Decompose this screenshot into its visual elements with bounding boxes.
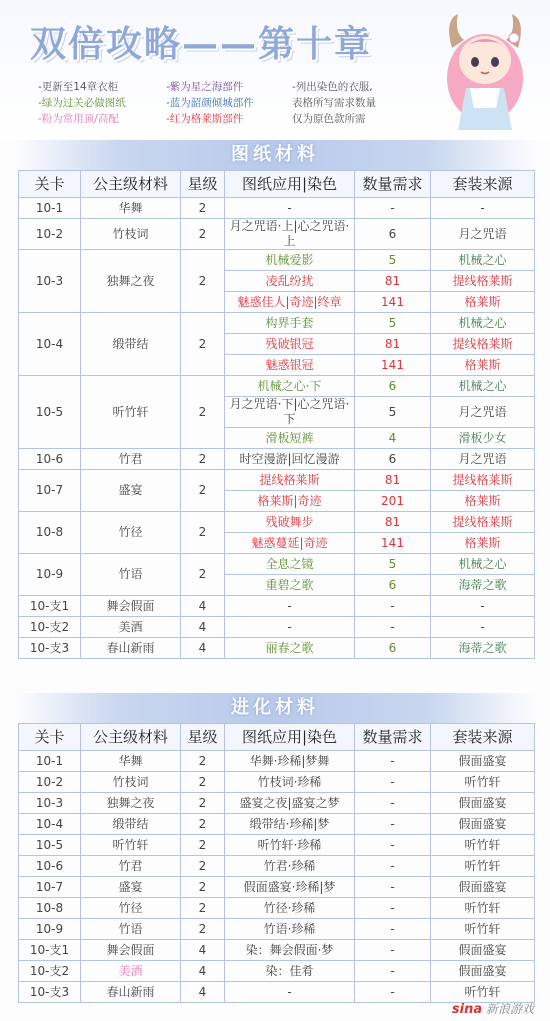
material-cell: 华舞: [81, 751, 181, 772]
level-cell: 10-2: [19, 219, 81, 250]
table-row: [19, 919, 535, 940]
level-cell: 10-3: [19, 793, 81, 814]
quantity-cell: 6: [355, 219, 431, 250]
level-cell: 10-9: [19, 554, 81, 596]
quantity-cell: 5: [355, 313, 431, 334]
source-cell: 格莱斯: [431, 355, 535, 376]
table-row: [19, 512, 535, 533]
material-cell: 华舞: [81, 198, 181, 219]
source-cell: 假面盛宴: [431, 793, 535, 814]
source-cell: -: [431, 596, 535, 617]
table-row: [19, 219, 535, 250]
source-cell: 提线格莱斯: [431, 271, 535, 292]
level-cell: 10-6: [19, 449, 81, 470]
star-cell: 2: [181, 919, 225, 940]
application-cell: 染：佳肴: [225, 961, 355, 982]
level-cell: 10-支3: [19, 982, 81, 1003]
table-row: [19, 793, 535, 814]
column-header: 公主级材料: [81, 171, 181, 198]
material-cell: 盛宴: [81, 877, 181, 898]
level-cell: 10-支1: [19, 596, 81, 617]
source-cell: 海蒂之歌: [431, 575, 535, 596]
level-cell: 10-5: [19, 376, 81, 449]
application-cell: 全息之镜: [225, 554, 355, 575]
application-cell: 华舞·珍稀|梦舞: [225, 751, 355, 772]
application-cell: 格莱斯|奇迹: [225, 491, 355, 512]
material-cell: 独舞之夜: [81, 250, 181, 313]
source-cell: -: [431, 617, 535, 638]
application-cell: 假面盛宴·珍稀|梦: [225, 877, 355, 898]
application-cell: 月之咒语·上|心之咒语·上: [225, 219, 355, 250]
quantity-cell: -: [355, 898, 431, 919]
material-cell: 独舞之夜: [81, 793, 181, 814]
application-cell: 盛宴之夜|盛宴之梦: [225, 793, 355, 814]
source-cell: 机械之心: [431, 376, 535, 397]
level-cell: 10-3: [19, 250, 81, 313]
material-cell: 竹枝词: [81, 772, 181, 793]
quantity-cell: -: [355, 772, 431, 793]
application-cell: 凌乱纷扰: [225, 271, 355, 292]
source-cell: 格莱斯: [431, 533, 535, 554]
legend-note: -绿为过关必做图纸: [38, 97, 126, 109]
quantity-cell: 141: [355, 533, 431, 554]
table-row: [19, 877, 535, 898]
blueprint-materials-table: [18, 170, 535, 659]
source-cell: 假面盛宴: [431, 961, 535, 982]
quantity-cell: 6: [355, 376, 431, 397]
material-cell: 春山新雨: [81, 638, 181, 659]
material-cell: 竹径: [81, 898, 181, 919]
table-row: [19, 772, 535, 793]
application-cell: 机械之心·下: [225, 376, 355, 397]
material-cell: 竹径: [81, 512, 181, 554]
material-cell: 盛宴: [81, 470, 181, 512]
level-cell: 10-9: [19, 919, 81, 940]
quantity-cell: -: [355, 793, 431, 814]
application-cell: 竹径·珍稀: [225, 898, 355, 919]
column-header: 关卡: [19, 724, 81, 751]
star-cell: 2: [181, 814, 225, 835]
application-cell: 残破舞步: [225, 512, 355, 533]
quantity-cell: -: [355, 940, 431, 961]
material-cell: 竹君: [81, 449, 181, 470]
level-cell: 10-7: [19, 470, 81, 512]
material-cell: 竹语: [81, 919, 181, 940]
level-cell: 10-1: [19, 198, 81, 219]
chibi-mascot-illustration: [430, 8, 540, 136]
application-cell: 魅惑蔓延|奇迹: [225, 533, 355, 554]
level-cell: 10-支1: [19, 940, 81, 961]
star-cell: 2: [181, 898, 225, 919]
source-cell: 格莱斯: [431, 491, 535, 512]
material-cell: 竹语: [81, 554, 181, 596]
table-row: [19, 961, 535, 982]
quantity-cell: -: [355, 856, 431, 877]
level-cell: 10-支2: [19, 617, 81, 638]
quantity-cell: -: [355, 835, 431, 856]
table-row: [19, 751, 535, 772]
source-cell: 听竹轩: [431, 835, 535, 856]
source-cell: 听竹轩: [431, 856, 535, 877]
source-cell: 听竹轩: [431, 919, 535, 940]
star-cell: 2: [181, 198, 225, 219]
quantity-cell: 81: [355, 470, 431, 491]
source-cell: 机械之心: [431, 250, 535, 271]
legend-note: -更新至14章衣柜: [38, 81, 119, 93]
quantity-cell: -: [355, 814, 431, 835]
material-cell: 舞会假面: [81, 596, 181, 617]
material-cell: 竹君: [81, 856, 181, 877]
quantity-cell: -: [355, 919, 431, 940]
source-cell: -: [431, 198, 535, 219]
application-cell: -: [225, 982, 355, 1003]
application-cell: -: [225, 617, 355, 638]
column-header: 数量需求: [355, 171, 431, 198]
quantity-cell: 141: [355, 355, 431, 376]
level-cell: 10-7: [19, 877, 81, 898]
table-row: [19, 814, 535, 835]
quantity-cell: 6: [355, 449, 431, 470]
application-cell: 机械爱影: [225, 250, 355, 271]
quantity-cell: -: [355, 617, 431, 638]
application-cell: -: [225, 596, 355, 617]
level-cell: 10-4: [19, 814, 81, 835]
quantity-cell: -: [355, 751, 431, 772]
star-cell: 2: [181, 449, 225, 470]
table-header-row: [19, 724, 535, 751]
level-cell: 10-6: [19, 856, 81, 877]
source-cell: 月之咒语: [431, 219, 535, 250]
table-row: [19, 596, 535, 617]
quantity-cell: 5: [355, 397, 431, 428]
application-cell: 时空漫游|回忆漫游: [225, 449, 355, 470]
source-cell: 提线格莱斯: [431, 470, 535, 491]
legend-notes: [38, 80, 438, 127]
table-row: [19, 638, 535, 659]
level-cell: 10-支3: [19, 638, 81, 659]
quantity-cell: -: [355, 877, 431, 898]
page-title: 双倍攻略——第十章: [30, 23, 373, 65]
application-cell: 残破银冠: [225, 334, 355, 355]
source-cell: 滑板少女: [431, 428, 535, 449]
source-cell: 提线格莱斯: [431, 334, 535, 355]
table-header-row: [19, 171, 535, 198]
page-header: [0, 0, 550, 140]
source-cell: 假面盛宴: [431, 751, 535, 772]
star-cell: 2: [181, 835, 225, 856]
star-cell: 2: [181, 772, 225, 793]
application-cell: -: [225, 198, 355, 219]
level-cell: 10-1: [19, 751, 81, 772]
quantity-cell: 81: [355, 271, 431, 292]
star-cell: 4: [181, 638, 225, 659]
section-banner: [14, 693, 536, 723]
level-cell: 10-4: [19, 313, 81, 376]
material-cell: 舞会假面: [81, 940, 181, 961]
star-cell: 4: [181, 961, 225, 982]
source-cell: 海蒂之歌: [431, 638, 535, 659]
source-cell: 听竹轩: [431, 982, 535, 1003]
material-cell: 春山新雨: [81, 982, 181, 1003]
legend-note: 表格所写需求数量: [292, 97, 376, 109]
table-row: [19, 835, 535, 856]
material-cell: 竹枝词: [81, 219, 181, 250]
application-cell: 竹语·珍稀: [225, 919, 355, 940]
column-header: 图纸应用|染色: [225, 171, 355, 198]
application-cell: 竹枝词·珍稀: [225, 772, 355, 793]
sina-watermark: sina 新浪游戏: [451, 1002, 534, 1017]
star-cell: 4: [181, 982, 225, 1003]
column-header: 星级: [181, 724, 225, 751]
star-cell: 4: [181, 596, 225, 617]
level-cell: 10-支2: [19, 961, 81, 982]
table-row: [19, 250, 535, 271]
quantity-cell: 6: [355, 575, 431, 596]
table-row: [19, 856, 535, 877]
application-cell: 缎带结·珍稀|梦: [225, 814, 355, 835]
source-cell: 假面盛宴: [431, 814, 535, 835]
table-row: [19, 940, 535, 961]
table-row: [19, 198, 535, 219]
quantity-cell: -: [355, 982, 431, 1003]
quantity-cell: 4: [355, 428, 431, 449]
level-cell: 10-2: [19, 772, 81, 793]
section-title: 图纸材料: [231, 144, 319, 165]
source-cell: 假面盛宴: [431, 940, 535, 961]
column-header: 星级: [181, 171, 225, 198]
quantity-cell: 5: [355, 554, 431, 575]
material-cell: 美酒: [81, 617, 181, 638]
star-cell: 2: [181, 554, 225, 596]
table-row: [19, 470, 535, 491]
legend-note: -蓝为韶颜倾城部件: [166, 97, 254, 109]
table-row: [19, 313, 535, 334]
column-header: 套装来源: [431, 171, 535, 198]
application-cell: 提线格莱斯: [225, 470, 355, 491]
column-header: 数量需求: [355, 724, 431, 751]
source-cell: 月之咒语: [431, 449, 535, 470]
quantity-cell: 201: [355, 491, 431, 512]
star-cell: 2: [181, 470, 225, 512]
level-cell: 10-8: [19, 898, 81, 919]
application-cell: 魅惑银冠: [225, 355, 355, 376]
quantity-cell: -: [355, 961, 431, 982]
star-cell: 2: [181, 856, 225, 877]
star-cell: 2: [181, 376, 225, 449]
column-header: 图纸应用|染色: [225, 724, 355, 751]
legend-note: -红为格莱斯部件: [166, 113, 244, 125]
quantity-cell: -: [355, 596, 431, 617]
application-cell: 竹君·珍稀: [225, 856, 355, 877]
material-cell: 听竹轩: [81, 376, 181, 449]
application-cell: 听竹轩·珍稀: [225, 835, 355, 856]
source-cell: 听竹轩: [431, 772, 535, 793]
table-row: [19, 554, 535, 575]
star-cell: 2: [181, 793, 225, 814]
application-cell: 重碧之歌: [225, 575, 355, 596]
material-cell: 缎带结: [81, 814, 181, 835]
legend-note: -列出染色的衣服,: [292, 81, 373, 93]
star-cell: 2: [181, 313, 225, 376]
star-cell: 2: [181, 512, 225, 554]
table-row: [19, 898, 535, 919]
quantity-cell: 81: [355, 512, 431, 533]
star-cell: 4: [181, 617, 225, 638]
legend-note: -紫为星之海部件: [166, 81, 244, 93]
quantity-cell: 6: [355, 638, 431, 659]
application-cell: 构界手套: [225, 313, 355, 334]
application-cell: 丽春之歌: [225, 638, 355, 659]
section-banner: [14, 140, 536, 170]
material-cell: 听竹轩: [81, 835, 181, 856]
table-row: [19, 617, 535, 638]
application-cell: 染：舞会假面·梦: [225, 940, 355, 961]
legend-note: -粉为常用顶/高配: [38, 113, 119, 125]
level-cell: 10-5: [19, 835, 81, 856]
star-cell: 2: [181, 250, 225, 313]
column-header: 关卡: [19, 171, 81, 198]
material-cell: 缎带结: [81, 313, 181, 376]
legend-note: 仅为原色款所需: [292, 113, 366, 125]
source-cell: 格莱斯: [431, 292, 535, 313]
column-header: 套装来源: [431, 724, 535, 751]
source-cell: 提线格莱斯: [431, 512, 535, 533]
source-cell: 机械之心: [431, 554, 535, 575]
application-cell: 月之咒语·下|心之咒语·下: [225, 397, 355, 428]
section-title: 进化材料: [231, 697, 319, 718]
application-cell: 滑板短裤: [225, 428, 355, 449]
evolution-materials-table: [18, 723, 535, 1003]
quantity-cell: -: [355, 198, 431, 219]
quantity-cell: 81: [355, 334, 431, 355]
star-cell: 2: [181, 877, 225, 898]
quantity-cell: 141: [355, 292, 431, 313]
star-cell: 4: [181, 940, 225, 961]
table-row: [19, 376, 535, 397]
star-cell: 2: [181, 219, 225, 250]
source-cell: 机械之心: [431, 313, 535, 334]
source-cell: 假面盛宴: [431, 877, 535, 898]
source-cell: 听竹轩: [431, 898, 535, 919]
quantity-cell: 5: [355, 250, 431, 271]
material-cell: 美酒: [81, 961, 181, 982]
star-cell: 2: [181, 751, 225, 772]
table-row: [19, 449, 535, 470]
level-cell: 10-8: [19, 512, 81, 554]
application-cell: 魅惑佳人|奇迹|终章: [225, 292, 355, 313]
column-header: 公主级材料: [81, 724, 181, 751]
source-cell: 月之咒语: [431, 397, 535, 428]
